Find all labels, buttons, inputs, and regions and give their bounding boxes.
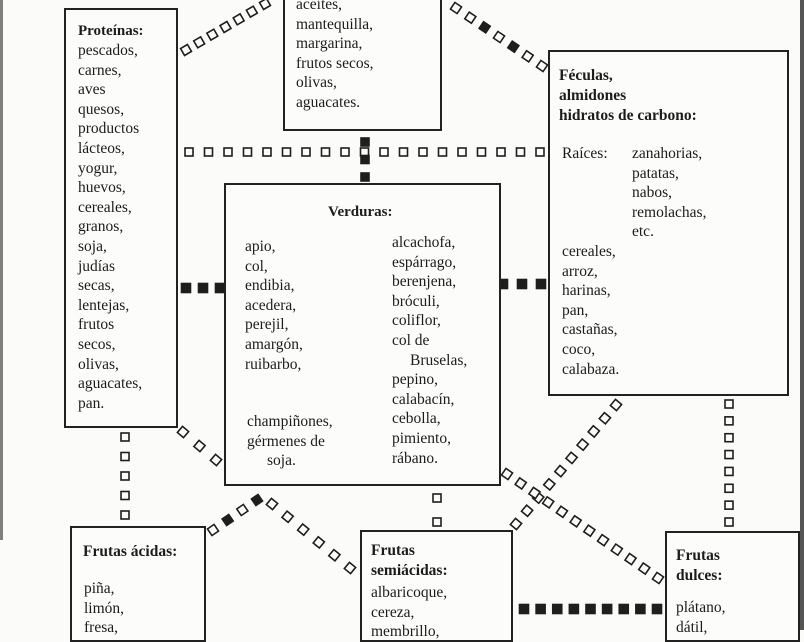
connector-dot bbox=[194, 440, 205, 451]
list-item: patatas, bbox=[632, 164, 679, 182]
connector-dot bbox=[508, 41, 519, 52]
list-item: secas, bbox=[78, 277, 115, 295]
connector-dot bbox=[536, 605, 545, 614]
list-item: amargón, bbox=[245, 335, 303, 353]
connector-dot bbox=[577, 439, 588, 450]
connector-dot bbox=[625, 554, 636, 565]
box-feculas-title-3: hidratos de carbono: bbox=[559, 107, 697, 124]
list-item: cebolla, bbox=[392, 410, 441, 428]
list-item: limón, bbox=[84, 599, 125, 617]
connector-dot bbox=[207, 524, 218, 535]
connector-dot bbox=[210, 454, 221, 465]
connector-dot bbox=[566, 452, 577, 463]
list-item: rábano. bbox=[392, 449, 439, 467]
link-proteinas-verduras-diag bbox=[177, 426, 221, 465]
link-grasas-verduras bbox=[361, 138, 369, 181]
list-item: granos, bbox=[78, 218, 124, 236]
list-item: productos bbox=[78, 120, 140, 138]
connector-dot bbox=[251, 494, 262, 505]
connector-dot bbox=[222, 514, 233, 525]
connector-dot bbox=[478, 148, 486, 156]
connector-dot bbox=[419, 148, 427, 156]
connector-dot bbox=[725, 434, 733, 442]
list-item: soja. bbox=[267, 452, 296, 470]
connector-dot bbox=[121, 492, 129, 500]
feculas-list bbox=[562, 242, 619, 379]
connector-dot bbox=[725, 417, 733, 425]
list-item: Bruselas, bbox=[410, 351, 468, 369]
list-item: nabos, bbox=[632, 184, 673, 202]
frutas-semiacidas-list bbox=[371, 583, 447, 642]
list-item: champiñones, bbox=[247, 413, 333, 430]
connector-dot bbox=[520, 605, 529, 614]
list-item: pan, bbox=[562, 301, 589, 319]
list-item: olivas, bbox=[78, 355, 119, 373]
list-item: pan. bbox=[78, 394, 105, 412]
connector-dot bbox=[603, 605, 612, 614]
connector-dot bbox=[177, 426, 188, 437]
list-item: espárrago, bbox=[392, 253, 457, 271]
connector-dot bbox=[652, 572, 663, 583]
box-verduras-title: Verduras: bbox=[328, 204, 393, 220]
verduras-col2 bbox=[392, 233, 467, 468]
list-item: lentejas, bbox=[78, 296, 130, 314]
list-item: dátil, bbox=[676, 618, 708, 636]
connector-dot bbox=[121, 511, 129, 519]
connector-dot bbox=[458, 148, 466, 156]
connector-dot bbox=[570, 516, 581, 527]
connector-dot bbox=[263, 148, 271, 156]
connector-dot bbox=[361, 138, 369, 146]
connector-dot bbox=[536, 148, 544, 156]
box-frutas-semiacidas-title-1: Frutas bbox=[371, 542, 415, 559]
list-item: calabacín, bbox=[392, 390, 455, 408]
list-item: judías bbox=[78, 257, 116, 275]
connector-dot bbox=[361, 173, 369, 181]
connector-dot bbox=[493, 31, 504, 42]
connector-dot bbox=[260, 0, 271, 9]
connector-dot bbox=[536, 60, 547, 71]
connector-dot bbox=[121, 472, 129, 480]
box-feculas-title-1: Féculas, bbox=[559, 67, 613, 84]
connector-dot bbox=[344, 562, 355, 573]
connector-dot bbox=[341, 148, 349, 156]
list-item: yogur, bbox=[78, 159, 118, 177]
list-item: membrillo, bbox=[371, 623, 440, 641]
link-verduras-semiacidas bbox=[266, 498, 355, 573]
box-frutas-acidas-title: Frutas ácidas: bbox=[83, 543, 178, 560]
connector-dot bbox=[521, 505, 532, 516]
connector-dot bbox=[586, 605, 595, 614]
connector-dot bbox=[598, 535, 609, 546]
connector-dot bbox=[433, 518, 441, 526]
connector-dot bbox=[725, 400, 733, 408]
list-item: secos, bbox=[78, 335, 116, 353]
connector-dot bbox=[518, 280, 527, 289]
connector-dot bbox=[510, 518, 521, 529]
box-feculas-title-2: almidones bbox=[559, 87, 627, 104]
connector-dot bbox=[207, 29, 218, 40]
list-item: harinas, bbox=[562, 282, 611, 300]
box-proteinas bbox=[64, 8, 178, 428]
list-item: pimiento, bbox=[392, 429, 451, 447]
connector-dot bbox=[224, 148, 232, 156]
connector-dot bbox=[194, 37, 205, 48]
connector-dot bbox=[246, 6, 257, 17]
link-grasas-feculas bbox=[450, 2, 547, 71]
connector-dot bbox=[121, 433, 129, 441]
connector-dot bbox=[282, 511, 293, 522]
list-item: perejil, bbox=[245, 316, 289, 334]
connector-dot bbox=[725, 518, 733, 526]
connector-dot bbox=[450, 2, 461, 13]
link-acidas-verduras bbox=[207, 494, 262, 535]
connector-dot bbox=[298, 524, 309, 535]
list-item: arroz, bbox=[562, 262, 598, 280]
box-proteinas-title: Proteínas: bbox=[78, 23, 144, 39]
grasas-list bbox=[296, 0, 374, 113]
list-item: mantequilla, bbox=[296, 15, 374, 33]
proteinas-list bbox=[78, 41, 142, 413]
connector-dot bbox=[588, 426, 599, 437]
connector-dot bbox=[611, 544, 622, 555]
connector-dot bbox=[522, 51, 533, 62]
list-item: frutos secos, bbox=[296, 54, 374, 72]
list-item: acedera, bbox=[245, 296, 297, 314]
list-item: etc. bbox=[632, 223, 654, 241]
link-feculas-dulces bbox=[725, 400, 733, 526]
list-item: gérmenes de bbox=[247, 432, 325, 450]
list-item: aves bbox=[78, 81, 106, 99]
connector-dot bbox=[181, 45, 192, 56]
link-semiacidas-dulces bbox=[520, 605, 662, 614]
list-item: margarina, bbox=[296, 35, 363, 53]
connector-dot bbox=[537, 280, 546, 289]
list-item: fresa, bbox=[84, 619, 118, 637]
connector-dot bbox=[569, 605, 578, 614]
connector-dot bbox=[237, 504, 248, 515]
connector-dot bbox=[380, 148, 388, 156]
list-item: apio, bbox=[245, 238, 276, 255]
list-item: cereales, bbox=[562, 243, 616, 260]
connector-dot bbox=[302, 148, 310, 156]
connector-dot bbox=[361, 156, 369, 164]
list-item: ruibarbo, bbox=[245, 355, 302, 373]
connector-dot bbox=[501, 468, 512, 479]
list-item: col de bbox=[392, 331, 430, 349]
connector-dot bbox=[185, 148, 193, 156]
connector-dot bbox=[515, 478, 526, 489]
list-item: pescados, bbox=[78, 42, 138, 59]
list-item: zanahorias, bbox=[632, 145, 703, 162]
list-item: cereales, bbox=[78, 198, 132, 216]
list-item: coco, bbox=[562, 340, 596, 358]
list-item: coliflor, bbox=[392, 312, 441, 330]
connector-dot bbox=[266, 498, 277, 509]
list-item: bróculi, bbox=[392, 292, 440, 310]
connector-dot bbox=[725, 501, 733, 509]
connector-dot bbox=[725, 467, 733, 475]
box-frutas-acidas bbox=[70, 526, 206, 642]
list-item: plátano, bbox=[676, 599, 726, 616]
list-item: aguacates. bbox=[296, 93, 361, 111]
frutas-acidas-list bbox=[84, 579, 124, 638]
list-item: endibia, bbox=[245, 277, 295, 295]
list-item: piña, bbox=[84, 580, 115, 597]
link-proteinas-grasas bbox=[181, 0, 271, 55]
connector-dot bbox=[220, 22, 231, 33]
connector-dot bbox=[182, 284, 191, 293]
connector-dot bbox=[439, 148, 447, 156]
box-frutas-semiacidas bbox=[360, 530, 513, 642]
list-item: aceites, bbox=[296, 0, 343, 13]
link-proteinas-acidas bbox=[121, 433, 129, 519]
list-item: col, bbox=[245, 257, 268, 275]
connector-dot bbox=[543, 497, 554, 508]
connector-dot bbox=[322, 148, 330, 156]
link-proteinas-verduras bbox=[182, 284, 225, 293]
list-item: quesos, bbox=[78, 100, 125, 118]
connector-dot bbox=[479, 22, 490, 33]
link-verduras-semiacidas-v bbox=[433, 494, 441, 526]
list-item: huevos, bbox=[78, 179, 126, 197]
connector-dot bbox=[584, 525, 595, 536]
connector-dot bbox=[544, 479, 555, 490]
connector-dot bbox=[556, 506, 567, 517]
connector-dot bbox=[313, 537, 324, 548]
list-item: cereza, bbox=[371, 603, 415, 621]
connector-dot bbox=[433, 494, 441, 502]
feculas-raices-list bbox=[632, 144, 706, 242]
list-item: olivas, bbox=[296, 74, 337, 92]
box-verduras bbox=[224, 183, 501, 486]
list-item: calabaza. bbox=[562, 360, 620, 378]
list-item: lácteos, bbox=[78, 139, 125, 157]
box-feculas bbox=[548, 50, 789, 396]
list-item: alcachofa, bbox=[392, 234, 456, 251]
connector-dot bbox=[400, 148, 408, 156]
connector-dot bbox=[555, 465, 566, 476]
connector-dot bbox=[329, 550, 340, 561]
connector-dot bbox=[517, 148, 525, 156]
connector-dot bbox=[199, 284, 208, 293]
box-frutas-dulces bbox=[665, 531, 800, 642]
connector-dot bbox=[497, 148, 505, 156]
feculas-raices-label: Raíces: bbox=[562, 145, 608, 162]
connector-dot bbox=[610, 399, 621, 410]
link-verduras-feculas bbox=[499, 280, 546, 289]
connector-dot bbox=[233, 14, 244, 25]
box-frutas-dulces-title-1: Frutas bbox=[676, 547, 720, 564]
connector-dot bbox=[599, 413, 610, 424]
list-item: remolachas, bbox=[632, 203, 707, 221]
connector-dot bbox=[636, 605, 645, 614]
list-item: carnes, bbox=[78, 61, 122, 79]
list-item: castañas, bbox=[562, 321, 618, 339]
connector-dot bbox=[205, 148, 213, 156]
list-item: frutos bbox=[78, 316, 115, 334]
box-frutas-dulces-title-2: dulces: bbox=[676, 567, 723, 584]
connector-dot bbox=[725, 484, 733, 492]
list-item: berenjena, bbox=[392, 273, 457, 291]
connector-dot bbox=[283, 148, 291, 156]
connector-dot bbox=[465, 12, 476, 23]
connector-dot bbox=[553, 605, 562, 614]
connector-dot bbox=[653, 605, 662, 614]
connector-dot bbox=[121, 453, 129, 461]
connector-dot bbox=[244, 148, 252, 156]
link-verduras-dulces bbox=[501, 468, 663, 583]
list-item: albaricoque, bbox=[371, 584, 448, 601]
connector-dot bbox=[725, 451, 733, 459]
verduras-col1 bbox=[245, 237, 303, 374]
verduras-col1-bottom bbox=[247, 412, 333, 471]
frutas-dulces-list bbox=[676, 598, 726, 637]
connector-dot bbox=[619, 605, 628, 614]
box-frutas-semiacidas-title-2: semiácidas: bbox=[371, 562, 448, 579]
connector-dot bbox=[639, 563, 650, 574]
box-grasas bbox=[283, 0, 442, 131]
list-item: pepino, bbox=[392, 371, 439, 389]
list-item: aguacates, bbox=[78, 375, 143, 393]
list-item: soja, bbox=[78, 237, 107, 255]
